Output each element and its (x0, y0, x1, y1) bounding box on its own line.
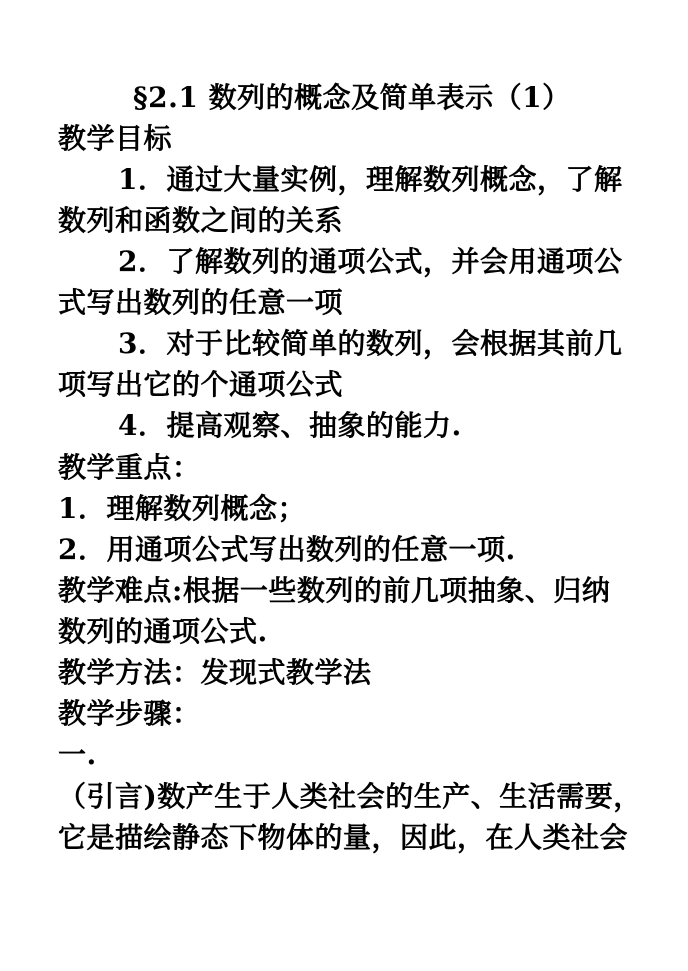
teaching-method: 教学方法：发现式教学法 (58, 656, 372, 689)
key-points-heading: 教学重点： (58, 451, 201, 484)
document-title: §2.1 数列的概念及简单表示（1） (133, 81, 571, 114)
objective-1-line-2: 数列和函数之间的关系 (58, 204, 344, 237)
objectives-heading: 教学目标 (58, 122, 173, 155)
objective-3-line-2: 项写出它的个通项公式 (58, 368, 344, 401)
objective-4-line-1: 4．提高观察、抽象的能力. (118, 409, 462, 442)
objective-2-line-2: 式写出数列的任意一项 (58, 286, 344, 319)
intro-line-2: 它是描绘静态下物体的量，因此，在人类社会 (58, 821, 629, 854)
intro-line-1: （引言)数产生于人类社会的生产、生活需要， (58, 780, 642, 813)
key-point-2: 2．用通项公式写出数列的任意一项. (58, 533, 516, 566)
objective-2-line-1: 2．了解数列的通项公式，并会用通项公 (118, 245, 623, 278)
objective-3-line-1: 3．对于比较简单的数列，会根据其前几 (118, 327, 623, 360)
step-one-label: 一. (58, 738, 97, 771)
difficulty-line-1: 教学难点:根据一些数列的前几项抽象、归纳 (58, 574, 611, 607)
steps-heading: 教学步骤： (58, 697, 201, 730)
key-point-1: 1．理解数列概念； (58, 492, 306, 525)
difficulty-line-2: 数列的通项公式. (58, 615, 268, 648)
objective-1-line-1: 1．通过大量实例，理解数列概念，了解 (118, 163, 623, 196)
